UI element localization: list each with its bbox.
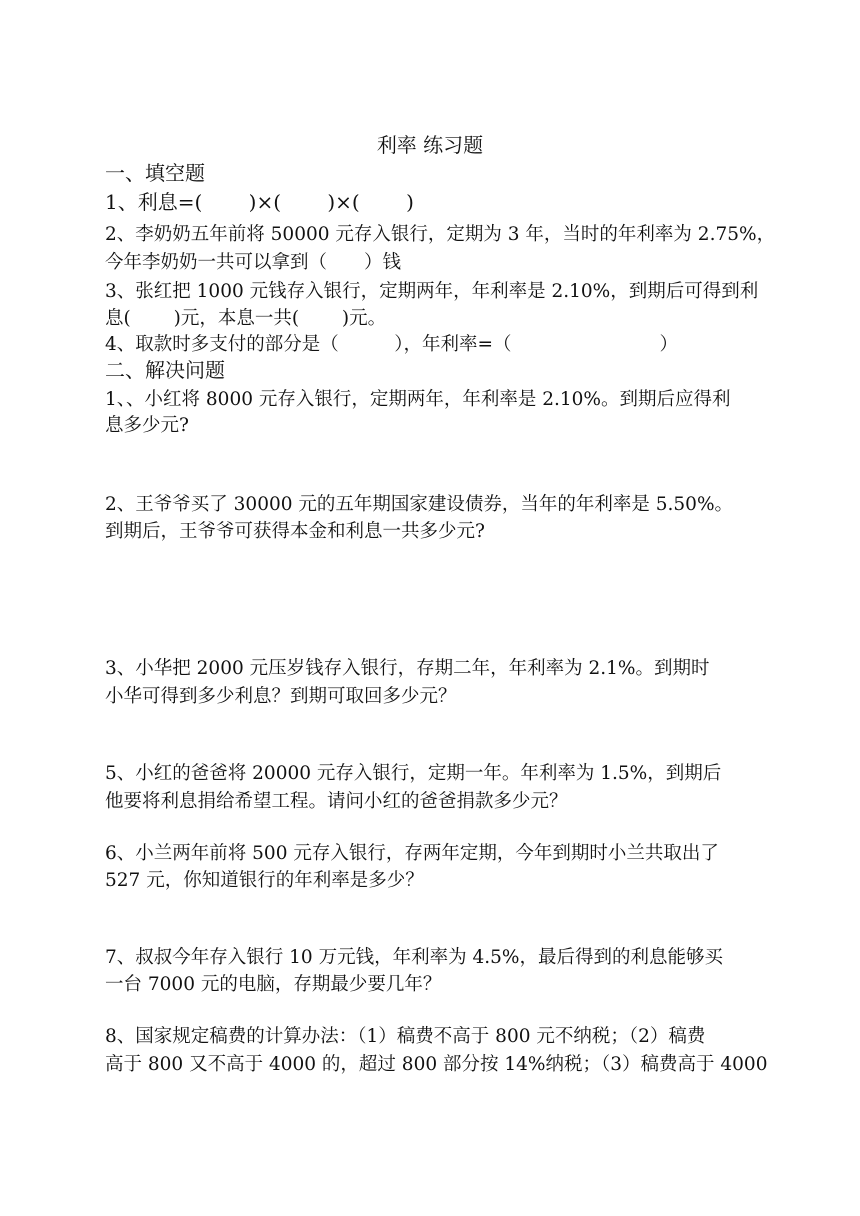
section-heading-fill-blank: 一、填空题: [105, 161, 205, 185]
problem-2-line-2: 到期后，王爷爷可获得本金和利息一共多少元?: [105, 521, 485, 542]
problem-3-line-1: 3、小华把 2000 元压岁钱存入银行，存期二年，年利率为 2.1%。到期时: [105, 658, 710, 679]
question-3-line-2: 息( )元，本息一共( )元。: [105, 308, 387, 329]
question-3-line-1: 3、张红把 1000 元钱存入银行，定期两年，年利率是 2.10%，到期后可得到利: [105, 281, 759, 302]
question-2-line-1: 2、李奶奶五年前将 50000 元存入银行，定期为 3 年，当时的年利率为 2.75%，: [105, 224, 776, 245]
problem-7-line-1: 7、叔叔今年存入银行 10 万元钱，年利率为 4.5%，最后得到的利息能够买: [105, 947, 723, 968]
problem-6-line-2: 527 元，你知道银行的年利率是多少？: [105, 870, 424, 891]
problem-6-line-1: 6、小兰两年前将 500 元存入银行，存两年定期，今年到期时小兰共取出了: [105, 843, 719, 864]
page-title: 利率 练习题: [376, 133, 484, 157]
question-4: 4、取款时多支付的部分是（ ），年利率=（ ）: [105, 334, 679, 355]
problem-1-line-1: 1、、小红将 8000 元存入银行，定期两年，年利率是 2.10%。到期后应得利: [105, 389, 731, 410]
problem-8-line-2: 高于 800 又不高于 4000 的，超过 800 部分按 14%纳税；（3）稿费高于 4000: [105, 1054, 768, 1075]
problem-2-line-1: 2、王爷爷买了 30000 元的五年期国家建设债券，当年的年利率是 5.50%。: [105, 494, 734, 515]
problem-1-line-2: 息多少元?: [105, 415, 189, 436]
problem-3-line-2: 小华可得到多少利息？到期可取回多少元？: [105, 686, 457, 707]
section-heading-problems: 二、解决问题: [105, 358, 225, 382]
question-1: 1、利息=( )×( )×( ): [105, 190, 414, 214]
problem-8-line-1: 8、国家规定稿费的计算办法：（1）稿费不高于 800 元不纳税；（2）稿费: [105, 1026, 706, 1047]
question-2-line-2: 今年李奶奶一共可以拿到（ ）钱: [105, 252, 402, 273]
problem-5-line-2: 他要将利息捐给希望工程。请问小红的爸爸捐款多少元？: [105, 791, 568, 812]
problem-7-line-2: 一台 7000 元的电脑，存期最少要几年？: [105, 974, 442, 995]
problem-5-line-1: 5、小红的爸爸将 20000 元存入银行，定期一年。年利率为 1.5%，到期后: [105, 763, 722, 784]
